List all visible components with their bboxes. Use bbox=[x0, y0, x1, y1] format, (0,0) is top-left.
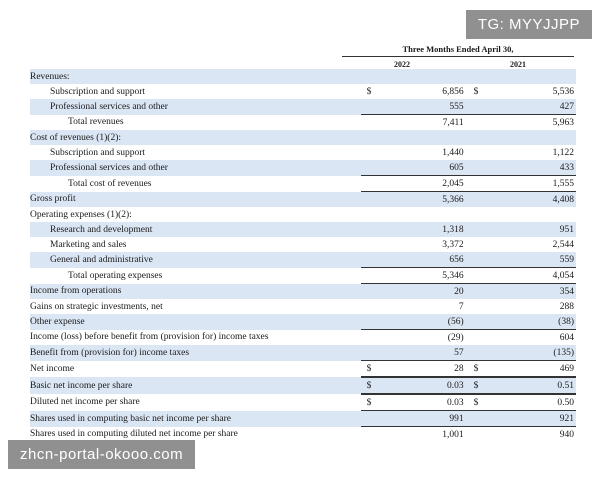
table-row bbox=[30, 411, 576, 427]
watermark-top: TG: MYYJJPP bbox=[466, 10, 592, 39]
value-2022: 5,366 bbox=[400, 192, 467, 208]
value-2022 bbox=[400, 69, 467, 84]
currency-2022: $ bbox=[361, 361, 401, 378]
currency-2022: $ bbox=[361, 377, 401, 394]
value-2022: 57 bbox=[400, 345, 467, 361]
value-2022: 1,440 bbox=[442, 147, 464, 158]
currency-2021 bbox=[468, 411, 508, 427]
currency-2022 bbox=[361, 284, 401, 300]
currency-2021 bbox=[468, 176, 508, 192]
currency-2022 bbox=[361, 99, 401, 115]
value-2021: 1,555 bbox=[507, 176, 576, 192]
row-label: Professional services and other bbox=[30, 99, 361, 115]
value-2022: 555 bbox=[400, 99, 467, 115]
value-2022: (29) bbox=[400, 330, 467, 346]
currency-2022 bbox=[361, 115, 401, 131]
value-2021 bbox=[507, 207, 576, 222]
currency-2022 bbox=[361, 145, 401, 160]
table-row bbox=[30, 394, 576, 411]
table-row bbox=[30, 222, 576, 237]
value-2022: 1,318 bbox=[400, 222, 467, 237]
value-2021: 1,122 bbox=[552, 147, 574, 158]
row-label: Research and development bbox=[30, 222, 361, 237]
currency-2021: $ bbox=[473, 86, 479, 97]
table-row bbox=[30, 192, 576, 208]
value-2021: 433 bbox=[507, 160, 576, 176]
currency-2021 bbox=[468, 252, 508, 268]
value-2021: 288 bbox=[559, 301, 574, 312]
value-2021: 940 bbox=[507, 427, 576, 443]
statement-header-period: Three Months Ended April 30, bbox=[402, 44, 514, 54]
value-2021: (38) bbox=[507, 314, 576, 330]
currency-2021 bbox=[468, 330, 508, 346]
value-2021: 951 bbox=[507, 222, 576, 237]
currency-2022 bbox=[361, 130, 401, 145]
row-label: Net income bbox=[30, 363, 75, 374]
row-label: Gains on strategic investments, net bbox=[30, 301, 163, 312]
table-row bbox=[30, 160, 576, 176]
row-label: Gross profit bbox=[30, 192, 361, 208]
row-label: Operating expenses (1)(2): bbox=[30, 209, 132, 220]
value-2022: 6,856 bbox=[442, 86, 464, 97]
value-2021: 604 bbox=[507, 330, 576, 346]
row-label: Subscription and support bbox=[50, 86, 145, 97]
currency-2022 bbox=[361, 222, 401, 237]
value-2021: 5,963 bbox=[507, 115, 576, 131]
value-2022: 605 bbox=[400, 160, 467, 176]
row-label: Benefit from (provision for) income taxes bbox=[30, 345, 361, 361]
value-2022: 2,045 bbox=[400, 176, 467, 192]
value-2022: (56) bbox=[400, 314, 467, 330]
table-row bbox=[30, 268, 576, 284]
table-row bbox=[30, 252, 576, 268]
currency-2022: $ bbox=[366, 397, 372, 408]
value-2022 bbox=[400, 130, 467, 145]
row-label: Total revenues bbox=[68, 117, 124, 128]
value-2022 bbox=[400, 207, 467, 222]
currency-2021 bbox=[468, 284, 508, 300]
currency-2021 bbox=[468, 222, 508, 237]
currency-2021 bbox=[468, 345, 508, 361]
currency-2021: $ bbox=[473, 397, 479, 408]
currency-2022 bbox=[361, 345, 401, 361]
table-row bbox=[30, 314, 576, 330]
value-2022: 991 bbox=[400, 411, 467, 427]
currency-2021 bbox=[468, 207, 508, 222]
row-label: Cost of revenues (1)(2): bbox=[30, 130, 361, 145]
currency-2021 bbox=[468, 160, 508, 176]
currency-2022 bbox=[361, 160, 401, 176]
value-2021: 469 bbox=[507, 361, 576, 378]
currency-2021 bbox=[468, 192, 508, 208]
currency-2022 bbox=[361, 69, 401, 84]
currency-2022 bbox=[361, 299, 401, 314]
currency-2022 bbox=[361, 427, 401, 443]
table-row bbox=[30, 176, 576, 192]
value-2022: 656 bbox=[400, 252, 467, 268]
row-label: General and administrative bbox=[30, 252, 361, 268]
currency-2021 bbox=[468, 268, 508, 284]
table-row bbox=[30, 207, 576, 222]
currency-2021 bbox=[468, 314, 508, 330]
value-2022: 28 bbox=[400, 361, 467, 378]
table-row bbox=[30, 237, 576, 252]
value-2021: 4,054 bbox=[507, 268, 576, 284]
value-2021: 921 bbox=[507, 411, 576, 427]
currency-2022 bbox=[361, 176, 401, 192]
row-label: Shares used in computing diluted net income per share bbox=[30, 429, 238, 440]
row-label: Marketing and sales bbox=[50, 239, 127, 250]
value-2022: 0.03 bbox=[447, 397, 464, 408]
currency-2021 bbox=[468, 99, 508, 115]
column-header-2022: 2022 bbox=[394, 60, 410, 69]
row-label: Shares used in computing basic net income per share bbox=[30, 411, 361, 427]
table-row bbox=[30, 130, 576, 145]
currency-2022 bbox=[361, 207, 401, 222]
table-row bbox=[30, 345, 576, 361]
table-row bbox=[30, 145, 576, 160]
currency-2021 bbox=[468, 115, 508, 131]
currency-2021 bbox=[468, 427, 508, 443]
value-2021: 5,536 bbox=[552, 86, 574, 97]
value-2021: 427 bbox=[507, 99, 576, 115]
currency-2022: $ bbox=[366, 86, 372, 97]
header-rule bbox=[342, 56, 574, 57]
currency-2021 bbox=[468, 237, 508, 252]
income-statement-table bbox=[30, 69, 576, 442]
value-2021: 2,544 bbox=[552, 239, 574, 250]
value-2022: 1,001 bbox=[400, 427, 467, 443]
row-label: Revenues: bbox=[30, 69, 361, 84]
currency-2022 bbox=[361, 330, 401, 346]
currency-2021 bbox=[468, 145, 508, 160]
currency-2022 bbox=[361, 192, 401, 208]
row-label: Subscription and support bbox=[50, 147, 145, 158]
value-2021: 354 bbox=[507, 284, 576, 300]
row-label: Basic net income per share bbox=[30, 377, 361, 394]
currency-2021: $ bbox=[468, 377, 508, 394]
currency-2021: $ bbox=[468, 361, 508, 378]
row-label: Total cost of revenues bbox=[68, 178, 152, 189]
currency-2021 bbox=[468, 130, 508, 145]
value-2021: (135) bbox=[507, 345, 576, 361]
table-row bbox=[30, 84, 576, 99]
currency-2022 bbox=[361, 252, 401, 268]
currency-2021 bbox=[468, 69, 508, 84]
table-row bbox=[30, 361, 576, 378]
value-2021 bbox=[507, 130, 576, 145]
value-2022: 3,372 bbox=[442, 239, 464, 250]
row-label: Total operating expenses bbox=[68, 270, 163, 281]
table-row bbox=[30, 377, 576, 394]
currency-2022 bbox=[361, 314, 401, 330]
currency-2022 bbox=[361, 237, 401, 252]
row-label: Professional services and other bbox=[30, 160, 361, 176]
value-2022: 20 bbox=[400, 284, 467, 300]
table-row bbox=[30, 115, 576, 131]
currency-2022 bbox=[361, 268, 401, 284]
row-label: Income (loss) before benefit from (provision for) income taxes bbox=[30, 332, 269, 343]
value-2022: 7,411 bbox=[400, 115, 467, 131]
currency-2021 bbox=[468, 299, 508, 314]
value-2022: 5,346 bbox=[400, 268, 467, 284]
table-row bbox=[30, 99, 576, 115]
table-row bbox=[30, 284, 576, 300]
value-2021: 0.51 bbox=[507, 377, 576, 394]
value-2021: 4,408 bbox=[507, 192, 576, 208]
watermark-bottom: zhcn-portal-okooo.com bbox=[8, 440, 195, 469]
column-header-2021: 2021 bbox=[510, 60, 526, 69]
currency-2022 bbox=[361, 411, 401, 427]
table-row bbox=[30, 299, 576, 314]
value-2021: 559 bbox=[507, 252, 576, 268]
row-label: Diluted net income per share bbox=[30, 397, 140, 408]
row-label: Other expense bbox=[30, 314, 361, 330]
table-row bbox=[30, 69, 576, 84]
value-2022: 7 bbox=[458, 301, 464, 312]
value-2022: 0.03 bbox=[400, 377, 467, 394]
value-2021 bbox=[507, 69, 576, 84]
value-2021: 0.50 bbox=[557, 397, 574, 408]
table-row bbox=[30, 330, 576, 346]
row-label: Income from operations bbox=[30, 284, 361, 300]
